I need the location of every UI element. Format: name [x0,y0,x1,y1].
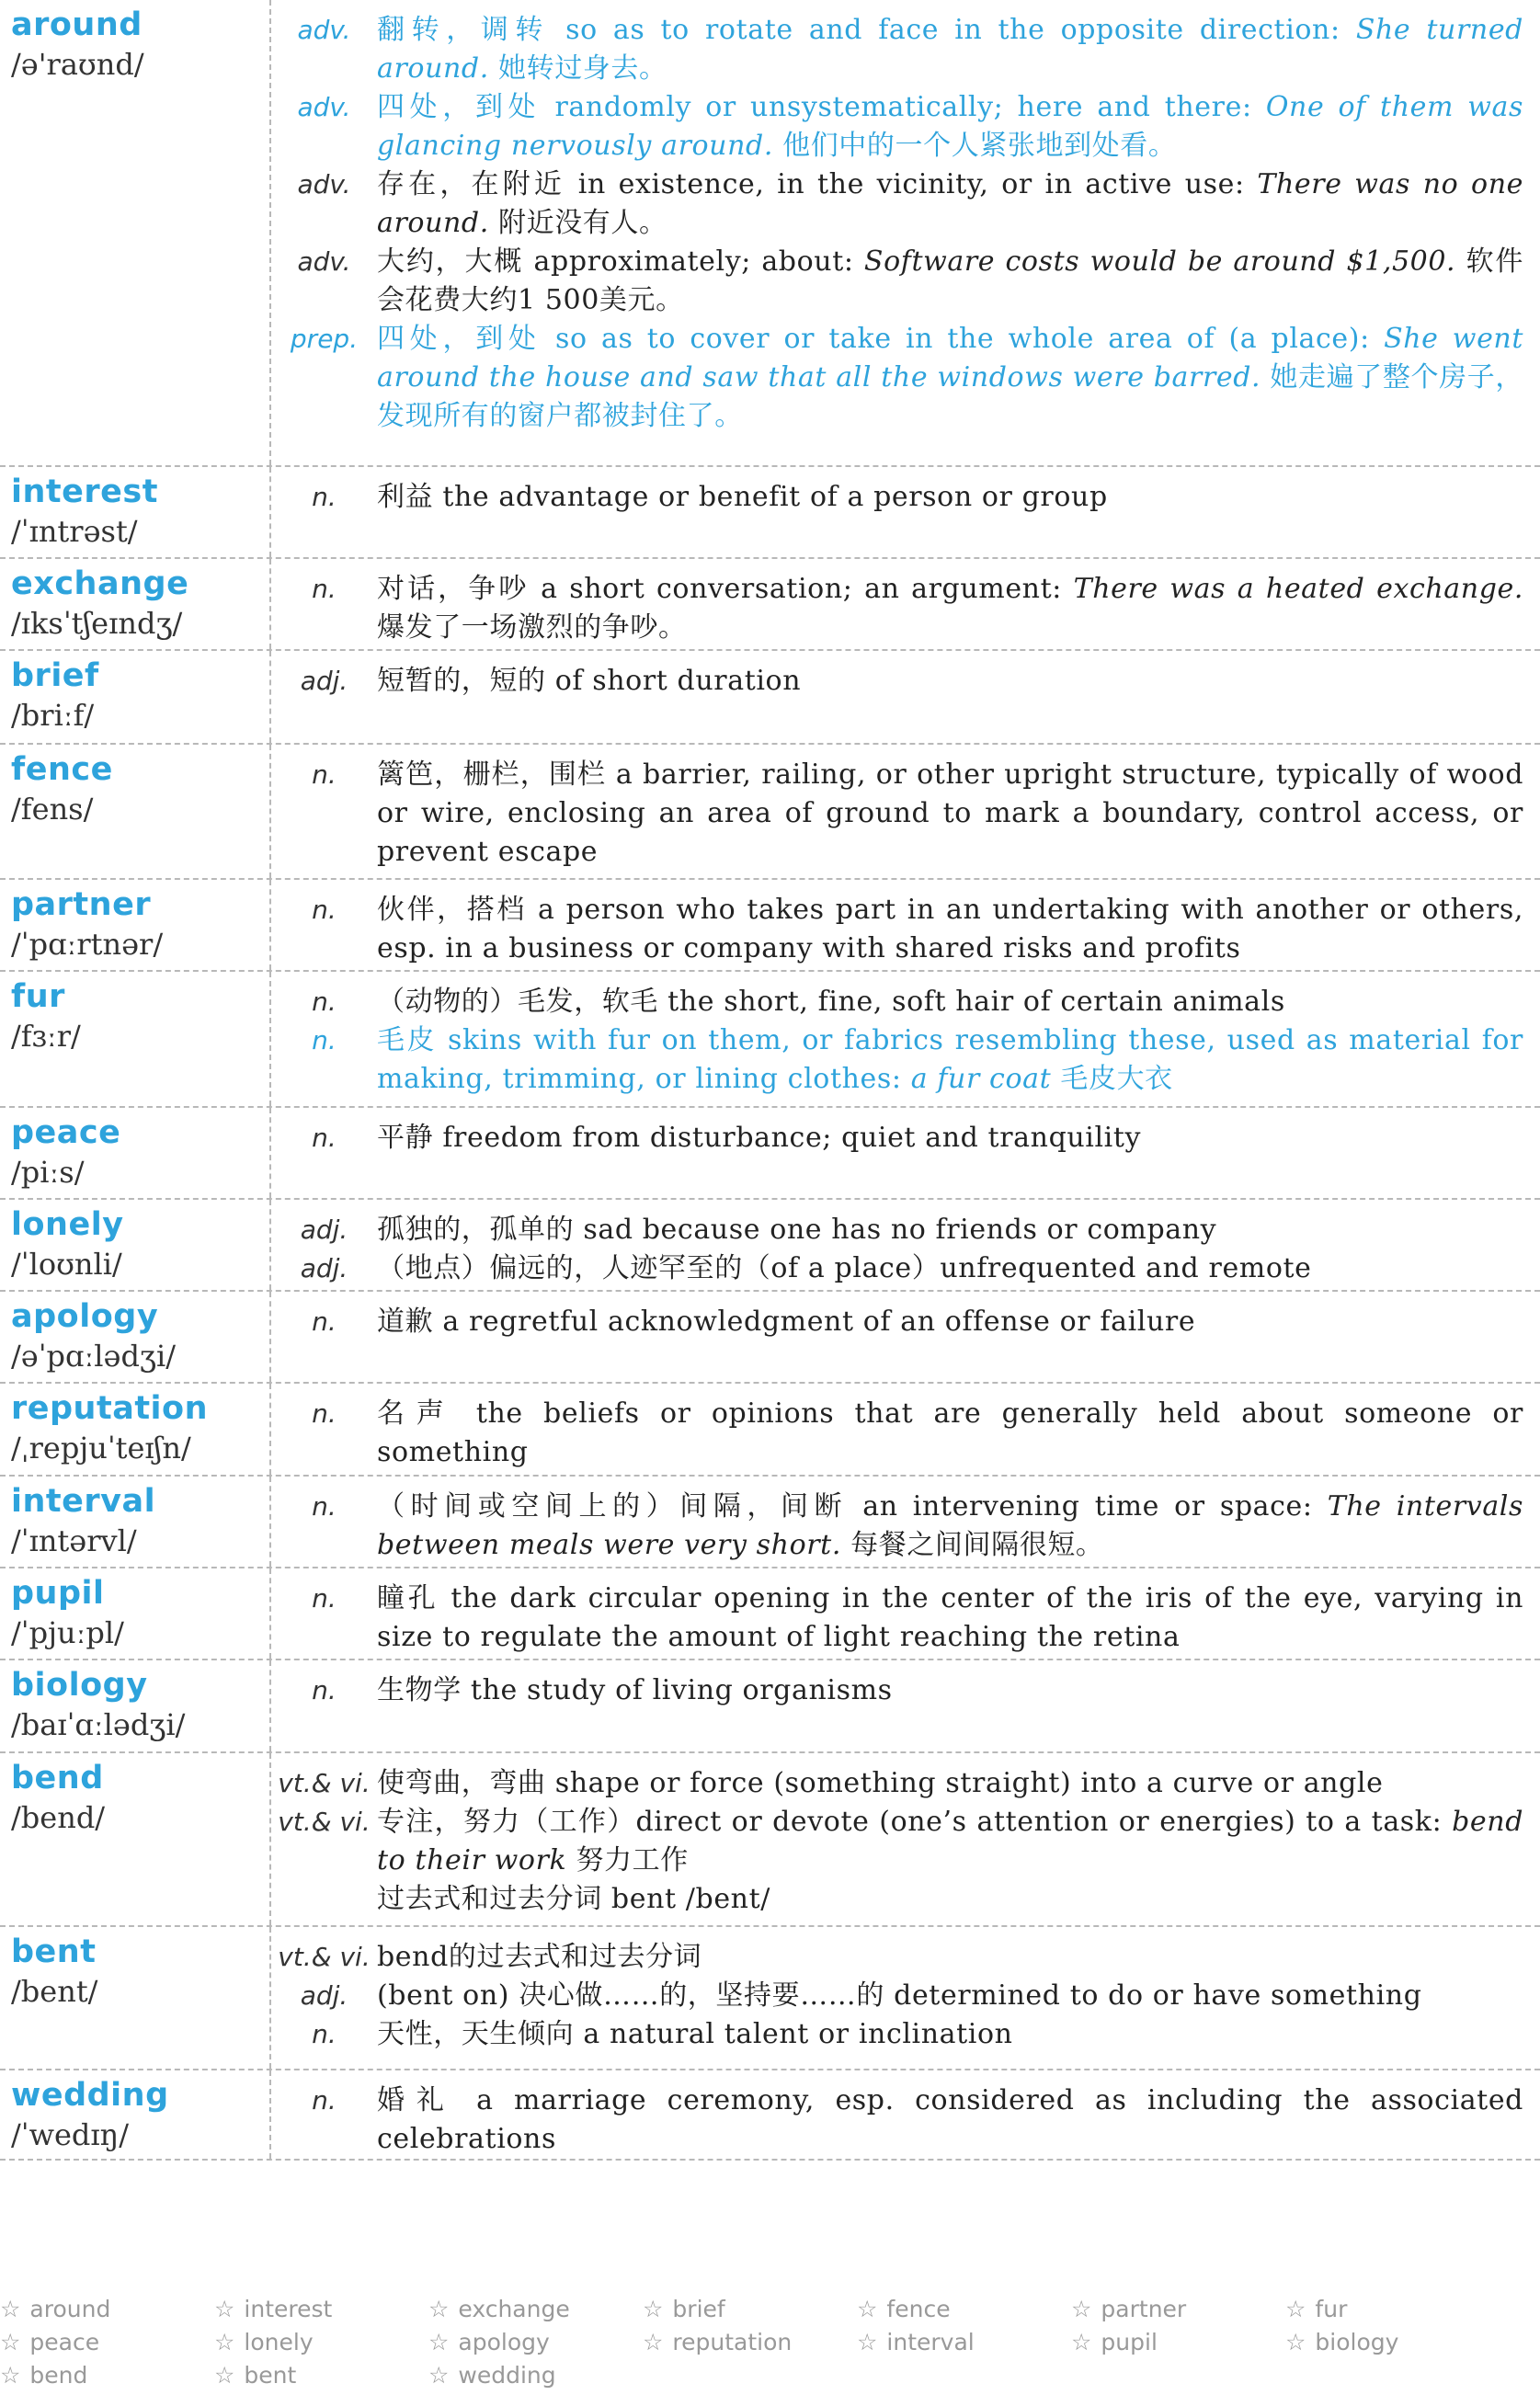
definitions [271,745,1540,878]
headword-cell [0,467,271,557]
index-word: fur [1315,2296,1348,2322]
part-of-speech: vt.& vi. [278,1768,371,1798]
sense [271,320,1523,436]
index-word: interval [886,2329,975,2355]
entry-partner [0,880,1540,972]
phonetic: /baɪˈɑːlədʒi/ [11,1707,186,1742]
sense [271,1977,1523,2015]
sense [271,983,1523,1021]
sense [271,1764,1523,1803]
sense [271,1671,1523,1710]
definition [377,2081,1523,2159]
definitions [271,1292,1540,1382]
headword: fence [11,751,113,788]
definition-text: 使弯曲，弯曲 shape or force (something straight) into a curve or angle [377,1767,1384,1799]
definition [377,1303,1523,1341]
definition-text: 专注，努力（工作）direct or devote (one’s attention or energies) to a task: [377,1806,1453,1838]
example-sentence: She turned around. [377,14,1523,85]
entry-pupil [0,1568,1540,1660]
definitions [271,1568,1540,1659]
definition-text: 四处，到处 randomly or unsystematically; here and there: [377,91,1266,123]
definition-text: （地点）偏远的，人迹罕至的（of a place）unfrequented and remote [377,1252,1312,1284]
definition [377,1249,1523,1288]
star-icon: ☆ [428,2329,450,2355]
definition [377,1671,1523,1710]
definition [377,1977,1523,2015]
part-of-speech: n. [312,2085,337,2116]
index-item [428,2326,643,2359]
example-sentence: There was no one around. [377,168,1523,239]
star-icon: ☆ [214,2362,235,2389]
part-of-speech: adv. [297,92,351,122]
definition-text: (bent on) 决心做……的，坚持要……的 determined to do or have something [377,1979,1422,2012]
index-item [857,2326,1071,2359]
index-word: fence [886,2296,951,2322]
index-word: pupil [1101,2329,1158,2355]
definitions [271,880,1540,970]
definition [377,756,1523,872]
part-of-speech: n. [312,759,337,790]
star-icon: ☆ [214,2296,235,2322]
headword: peace [11,1114,121,1151]
headword-cell [0,0,271,465]
index-item [214,2359,428,2392]
definition [377,1764,1523,1803]
example-translation: 她转过身去。 [488,52,667,85]
definition-text: （时间或空间上的）间隔，间断 an intervening time or space: [377,1490,1328,1523]
entry-lonely [0,1200,1540,1292]
headword: interval [11,1483,156,1520]
example-translation: 爆发了一场激烈的争吵。 [377,611,687,644]
part-of-speech: adv. [297,246,351,277]
example-translation: 努力工作 [566,1844,689,1876]
index-word: brief [672,2296,725,2322]
sense [271,570,1523,647]
star-icon: ☆ [428,2362,450,2389]
sense [271,1303,1523,1341]
word-index [0,2293,1540,2392]
headword: apology [11,1298,159,1335]
phonetic: /ˈɪntərvl/ [11,1523,137,1558]
definition-text: （动物的）毛发，软毛 the short, fine, soft hair of certain animals [377,986,1285,1018]
definition-text: 翻转，调转 so as to rotate and face in the opposite direction: [377,14,1356,46]
definitions [271,1108,1540,1198]
definition [377,478,1523,517]
definitions [271,2070,1540,2159]
example-translation: 软件会花费大约1 500美元。 [377,245,1523,316]
definitions [271,1753,1540,1925]
entry-apology [0,1292,1540,1384]
part-of-speech: n. [312,1123,337,1153]
definition-text: 大约，大概 approximately; about: [377,245,864,278]
sense [271,1211,1523,1249]
headword-cell [0,1568,271,1659]
headword: biology [11,1667,148,1704]
index-word: bend [29,2362,88,2389]
example-translation: 他们中的一个人紧张地到处看。 [772,130,1177,162]
part-of-speech: n. [312,1306,337,1337]
definitions [271,651,1540,743]
definition [377,1580,1523,1657]
index-word: peace [29,2329,100,2355]
part-of-speech: n. [312,482,337,512]
phonetic: /ˈloʊnli/ [11,1247,122,1282]
headword: around [11,6,143,43]
headword-cell [0,880,271,970]
headword-cell [0,1292,271,1382]
entry-interest [0,467,1540,559]
example-sentence: a fur coat [910,1063,1052,1095]
definition-text: bend的过去式和过去分词 [377,1941,702,1973]
definition [377,1488,1523,1565]
part-of-speech: adj. [300,666,348,696]
phonetic: /ˈɪntrəst/ [11,514,138,549]
index-item [428,2359,643,2392]
phonetic: /fens/ [11,792,94,827]
definitions [271,559,1540,649]
sense [271,243,1523,320]
star-icon: ☆ [0,2296,21,2322]
headword-cell [0,1753,271,1925]
phonetic: /əˈpɑːlədʒi/ [11,1339,176,1374]
definitions [271,467,1540,557]
example-translation: 毛皮大衣 [1051,1063,1173,1095]
part-of-speech [271,1880,377,1919]
index-word: exchange [458,2296,570,2322]
headword-cell [0,745,271,878]
example-translation: 每餐之间间隔很短。 [840,1529,1104,1561]
star-icon: ☆ [643,2329,664,2355]
star-icon: ☆ [428,2296,450,2322]
star-icon: ☆ [1071,2329,1092,2355]
definition-text: 篱笆，栅栏，围栏 a barrier, railing, or other upright structure, typically of wood or wire, enclosing an area of ground to mark a boundary, control access, or prevent escape [377,758,1523,868]
phonetic: /fɜːr/ [11,1019,81,1054]
entry-fur [0,972,1540,1108]
example-translation: 她走遍了整个房子，发现所有的窗户都被封住了。 [377,361,1523,432]
definition-text: 存在，在附近 in existence, in the vicinity, or in active use: [377,168,1258,200]
sense [271,1395,1523,1472]
headword: bent [11,1933,97,1970]
phonetic: /ə'raʊnd/ [11,47,144,82]
headword-cell [0,1477,271,1567]
definition-text: 生物学 the study of living organisms [377,1674,893,1706]
headword: bend [11,1760,104,1796]
headword: fur [11,978,65,1015]
sense [271,88,1523,165]
index-item [857,2293,1071,2326]
definitions [271,1927,1540,2069]
star-icon: ☆ [0,2362,21,2389]
headword: brief [11,657,99,694]
part-of-speech: n. [312,987,337,1017]
index-item [214,2293,428,2326]
index-row [0,2326,1540,2359]
example-sentence: The intervals between meals were very short. [377,1490,1523,1561]
part-of-speech: n. [312,1491,337,1522]
example-translation: 附近没有人。 [488,207,667,239]
headword-cell [0,972,271,1106]
sense [271,1249,1523,1288]
phonetic: /briːf/ [11,698,95,733]
entry-around [0,0,1540,467]
part-of-speech: vt.& vi. [278,1942,371,1972]
index-word: apology [458,2329,550,2355]
index-item [214,2326,428,2359]
sense [271,2015,1523,2054]
phonetic: /bent/ [11,1974,98,2009]
part-of-speech: n. [312,1398,337,1429]
definition [377,1880,1523,1919]
index-item [428,2293,643,2326]
sense [271,2081,1523,2159]
star-icon: ☆ [0,2329,21,2355]
example-sentence: She went around the house and saw that all the windows were barred. [377,323,1523,393]
index-item [0,2293,214,2326]
part-of-speech: n. [312,1583,337,1614]
star-icon: ☆ [857,2296,878,2322]
star-icon: ☆ [1285,2296,1306,2322]
definitions [271,1477,1540,1567]
example-sentence: One of them was glancing nervously around. [377,91,1523,162]
headword-cell [0,1108,271,1198]
definitions [271,1384,1540,1475]
definition [377,2015,1523,2054]
headword-cell [0,559,271,649]
definition-text: 道歉 a regretful acknowledgment of an offense or failure [377,1306,1196,1338]
definition-text: 天性，天生倾向 a natural talent or inclination [377,2018,1013,2050]
definition [377,1211,1523,1249]
sense [271,1880,1523,1919]
entry-bent [0,1927,1540,2070]
index-word: lonely [244,2329,314,2355]
example-sentence: bend to their work [377,1806,1523,1876]
definitions [271,1660,1540,1751]
definitions [271,1200,1540,1290]
index-item [0,2326,214,2359]
star-icon: ☆ [1071,2296,1092,2322]
definition [377,1021,1523,1099]
part-of-speech: n. [312,574,337,604]
definition-text: 瞳孔 the dark circular opening in the center of the iris of the eye, varying in size to regulate the amount of light reaching the retina [377,1582,1523,1653]
definition-text: 平静 freedom from disturbance; quiet and tranquility [377,1122,1142,1154]
definition-text: 孤独的，孤单的 sad because one has no friends or company [377,1214,1217,1246]
index-word: reputation [672,2329,793,2355]
definition-text: 四处，到处 so as to cover or take in the whole area of (a place): [377,323,1385,355]
index-item [1285,2293,1500,2326]
part-of-speech: adj. [300,1980,348,2011]
sense [271,165,1523,243]
entry-fence [0,745,1540,880]
headword-cell [0,1200,271,1290]
index-item [1071,2293,1285,2326]
definition [377,1938,1523,1977]
index-item [643,2293,857,2326]
sense [271,662,1523,701]
entry-bend [0,1753,1540,1927]
phonetic: /piːs/ [11,1155,85,1190]
definition [377,983,1523,1021]
entry-exchange [0,559,1540,651]
sense [271,1580,1523,1657]
phonetic: /ˈpjuːpl/ [11,1615,124,1650]
index-row [0,2293,1540,2326]
definitions [271,972,1540,1106]
entry-brief [0,651,1540,745]
part-of-speech: prep. [290,324,359,354]
phonetic: /ˌrepjuˈteɪʃn/ [11,1431,191,1466]
definition-text: 过去式和过去分词 bent /bent/ [377,1883,770,1915]
headword: reputation [11,1390,209,1427]
headword: lonely [11,1206,124,1243]
star-icon: ☆ [857,2329,878,2355]
index-item [0,2359,214,2392]
star-icon: ☆ [1285,2329,1306,2355]
headword: exchange [11,565,189,602]
sense [271,756,1523,872]
headword: pupil [11,1575,105,1612]
example-sentence: There was a heated exchange. [1073,573,1524,605]
index-word: partner [1101,2296,1187,2322]
example-sentence: Software costs would be around $1,500. [863,245,1456,278]
sense [271,478,1523,517]
sense [271,1021,1523,1099]
definition [377,1119,1523,1158]
index-word: around [29,2296,111,2322]
definition [377,165,1523,243]
part-of-speech: adj. [300,1253,348,1283]
star-icon: ☆ [643,2296,664,2322]
definition [377,243,1523,320]
definition-text: 对话，争吵 a short conversation; an argument: [377,573,1074,605]
definition [377,320,1523,436]
entry-wedding [0,2070,1540,2161]
definition [377,1803,1523,1880]
part-of-speech: n. [312,1025,337,1055]
entry-interval [0,1477,1540,1568]
part-of-speech: n. [312,1675,337,1705]
definition-text: 伙伴，搭档 a person who takes part in an undertaking with another or others, esp. in a business or company with shared risks and profits [377,894,1523,964]
part-of-speech: adv. [297,15,351,45]
part-of-speech: adj. [300,1215,348,1245]
part-of-speech: vt.& vi. [278,1807,371,1837]
entry-reputation [0,1384,1540,1477]
headword-cell [0,1660,271,1751]
sense [271,1938,1523,1977]
index-row [0,2359,1540,2392]
index-item [1071,2326,1285,2359]
sense [271,1803,1523,1880]
headword-cell [0,651,271,743]
sense [271,1488,1523,1565]
phonetic: /ɪksˈtʃeɪndʒ/ [11,606,183,641]
index-word: bent [244,2362,297,2389]
headword-cell [0,1384,271,1475]
part-of-speech: n. [312,2019,337,2049]
sense [271,11,1523,88]
sense [271,1119,1523,1158]
phonetic: /ˈwedɪŋ/ [11,2117,130,2152]
definition-text: 名声 the beliefs or opinions that are generally held about someone or something [377,1397,1523,1468]
index-word: biology [1315,2329,1399,2355]
headword-cell [0,2070,271,2159]
definition-text: 利益 the advantage or benefit of a person or group [377,481,1108,513]
entry-biology [0,1660,1540,1753]
definition [377,891,1523,968]
definition [377,662,1523,701]
definition [377,570,1523,647]
part-of-speech: n. [312,895,337,925]
star-icon: ☆ [214,2329,235,2355]
entry-peace [0,1108,1540,1200]
definition-text: 短暂的，短的 of short duration [377,665,802,697]
part-of-speech: adv. [297,169,351,200]
index-word: wedding [458,2362,556,2389]
headword: wedding [11,2077,169,2114]
definitions [271,0,1540,465]
definition-text: 婚礼 a marriage ceremony, esp. considered as including the associated celebrations [377,2084,1523,2155]
definition [377,88,1523,165]
sense [271,891,1523,968]
phonetic: /bend/ [11,1800,106,1835]
index-item [643,2326,857,2359]
definition [377,1395,1523,1472]
headword-cell [0,1927,271,2069]
headword: partner [11,886,152,923]
phonetic: /ˈpɑːrtnər/ [11,927,164,962]
index-word: interest [244,2296,333,2322]
index-item [1285,2326,1500,2359]
headword: interest [11,473,158,510]
definition-text: 毛皮 skins with fur on them, or fabrics resembling these, used as material for making, trimming, or lining clothes: [377,1024,1523,1095]
definition [377,11,1523,88]
